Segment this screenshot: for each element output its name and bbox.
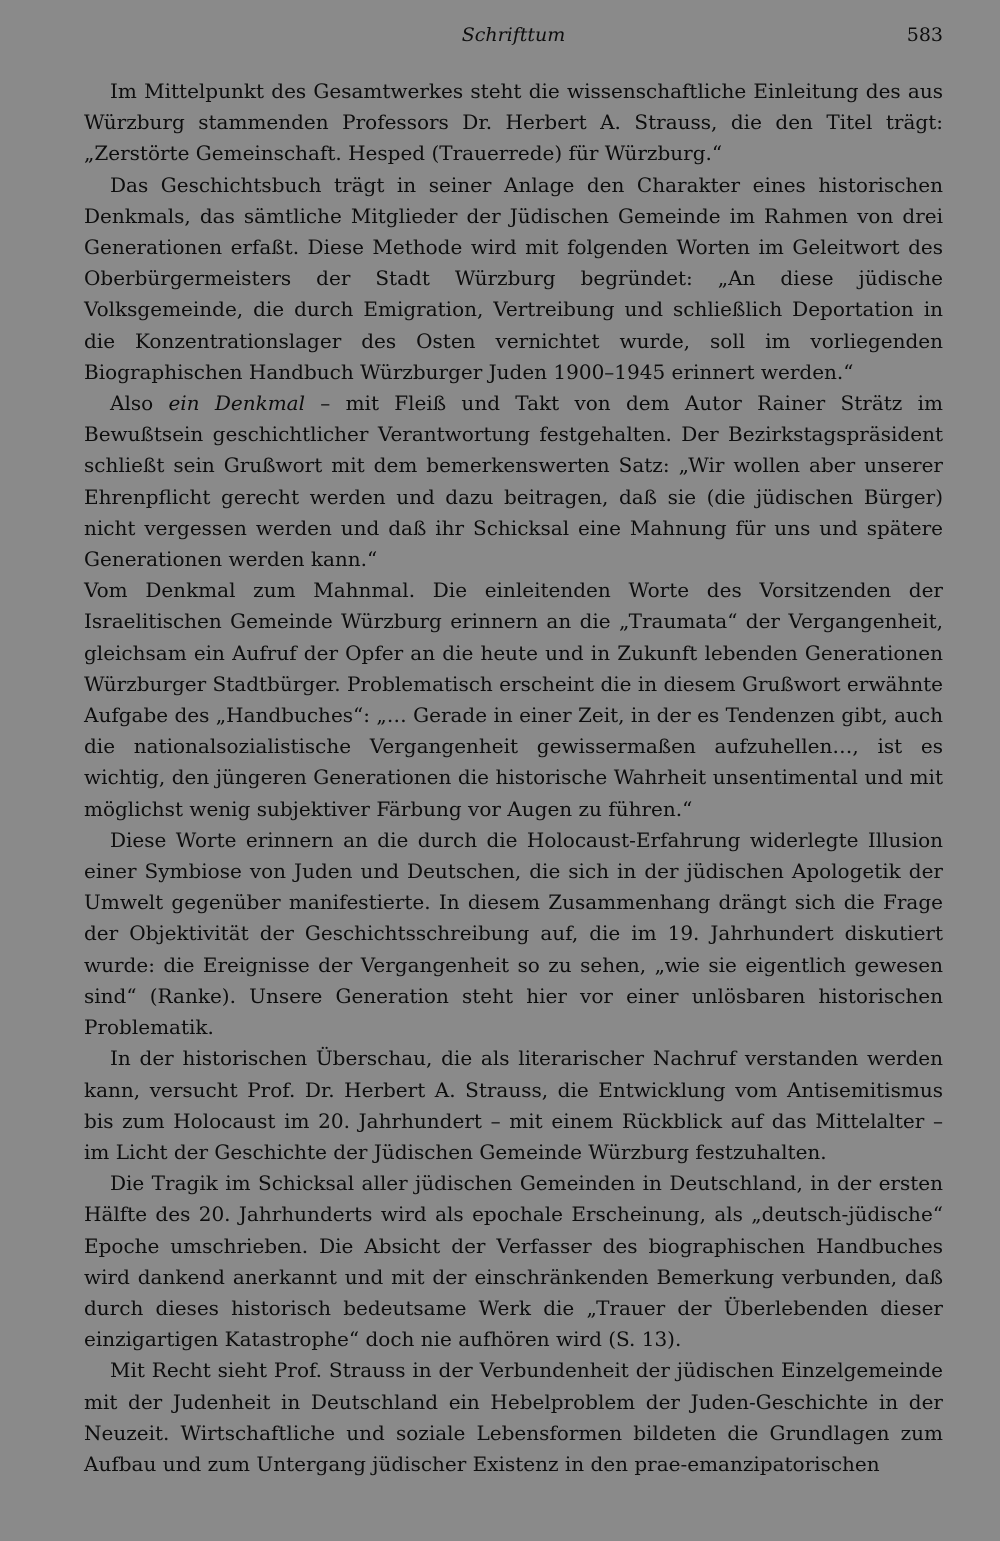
paragraph: Die Tragik im Schicksal aller jüdischen Gemeinden in Deutschland, in der ersten Hälfte des 20. Jahrhunderts wird als epochale Erscheinung, als „deutsch-jüdische“ Epoche umschrieben. Die Absicht der Verfasser des biographischen Handbuches wird dankend anerkannt und mit der einschränkenden Bemerkung verbunden, daß durch dieses historisch bedeutsame Werk die „Trauer der Überlebenden dieser einzigartigen Katastrophe“ doch nie aufhören wird (S. 13). bbox=[84, 1171, 943, 1352]
paragraph-lead: Also bbox=[110, 391, 169, 416]
paragraph: Im Mittelpunkt des Gesamtwerkes steht die wissenschaftliche Einleitung des aus Würzburg stammenden Professors Dr. Herbert A. Strauss, die den Titel trägt: „Zerstörte Gemeinschaft. Hesped (Trauerrede) für Würzburg.“ bbox=[84, 79, 943, 166]
paragraph: In der historischen Überschau, die als literarischer Nachruf verstanden werden kann, versucht Prof. Dr. Herbert A. Strauss, die Entwicklung vom Antisemitismus bis zum Holocaust im 20. Jahrhundert – mit einem Rückblick auf das Mittelalter – im Licht der Geschichte der Jüdischen Gemeinde Würzburg festzuhalten. bbox=[84, 1046, 943, 1164]
paragraph: Das Geschichtsbuch trägt in seiner Anlage den Charakter eines historischen Denkmals, das sämtliche Mitglieder der Jüdischen Gemeinde im Rahmen von drei Generationen erfaßt. Diese Methode wird mit folgenden Worten im Geleitwort des Oberbürgermeisters der Stadt Würzburg begründet: „An diese jüdische Volksgemeinde, die durch Emigration, Vertreibung und schließlich Deportation in die Konzentrationslager des Osten vernichtet wurde, soll im vorliegenden Biographischen Handbuch Würzburger Juden 1900–1945 erinnert werden.“ bbox=[84, 172, 943, 384]
paragraph bbox=[84, 388, 943, 575]
running-title: Schrifttum bbox=[461, 24, 566, 46]
body-text bbox=[84, 76, 943, 1480]
paragraph-text: – mit Fleiß und Takt von dem Autor Rainer Strätz im Bewußtsein geschichtlicher Verantwortung festgehalten. Der Bezirkstagspräsident schließt sein Grußwort mit dem bemerkenswerten Satz: „Wir wollen aber unserer Ehrenpflicht gerecht werden und dazu beitragen, daß sie (die jüdischen Bürger) nicht vergessen werden und daß ihr Schicksal eine Mahnung für uns und spätere Generationen werden kann.“ bbox=[84, 391, 943, 572]
paragraph: Diese Worte erinnern an die durch die Holocaust-Erfahrung widerlegte Illusion einer Symbiose von Juden und Deutschen, die sich in der jüdischen Apologetik der Umwelt gegenüber manifestierte. In diesem Zusammenhang drängt sich die Frage der Objektivität der Geschichtsschreibung auf, die im 19. Jahrhundert diskutiert wurde: die Ereignisse der Vergangenheit so zu sehen, „wie sie eigentlich gewesen sind“ (Ranke). Unsere Generation steht hier vor einer unlösbaren historischen Problematik. bbox=[84, 827, 943, 1040]
italic-emphasis: ein Denkmal bbox=[168, 391, 305, 416]
paragraph: Vom Denkmal zum Mahnmal. Die einleitenden Worte des Vorsitzenden der Israelitischen Gemeinde Würzburg erinnern an die „Traumata“ der Vergangenheit, gleichsam ein Aufruf der Opfer an die heute und in Zukunft lebenden Generationen Würzburger Stadtbürger. Problematisch erscheint die in diesem Grußwort erwähnte Aufgabe des „Handbuches“: „… Gerade in einer Zeit, in der es Tendenzen gibt, auch die nationalsozialistische Vergangenheit gewissermaßen aufzuhellen…, ist es wichtig, den jüngeren Generationen die historische Wahrheit unsentimental und mit möglichst wenig subjektiver Färbung vor Augen zu führen.“ bbox=[84, 578, 943, 821]
page-number: 583 bbox=[906, 24, 943, 46]
running-head bbox=[84, 22, 943, 62]
paragraph: Mit Recht sieht Prof. Strauss in der Verbundenheit der jüdischen Einzelgemeinde mit der Judenheit in Deutschland ein Hebelproblem der Juden-Geschichte in der Neuzeit. Wirtschaftliche und soziale Lebensformen bildeten die Grundlagen zum Aufbau und zum Untergang jüdischer Existenz in den prae-emanzipatorischen bbox=[84, 1358, 943, 1476]
